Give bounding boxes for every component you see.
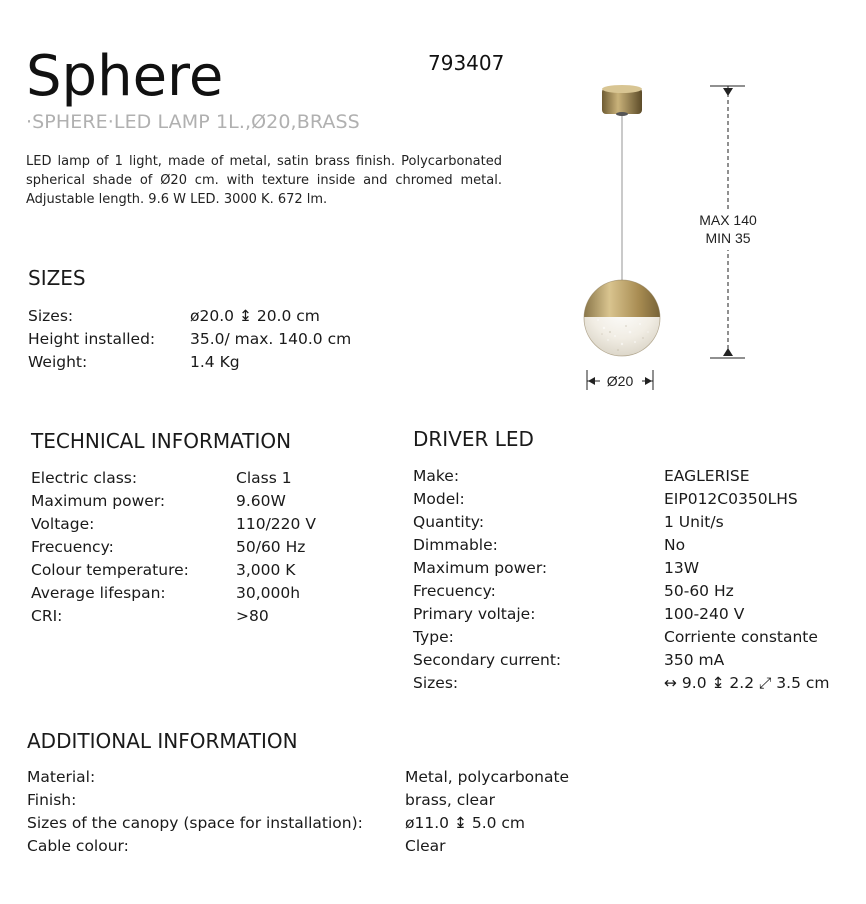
technical-heading: TECHNICAL INFORMATION xyxy=(31,429,292,453)
canopy-shape xyxy=(602,85,642,116)
diameter-label: Ø20 xyxy=(606,373,634,389)
row-value: ø20.0 ↨ 20.0 cm xyxy=(190,307,320,325)
row-label: Primary voltaje: xyxy=(413,605,536,623)
driver-heading: DRIVER LED xyxy=(413,427,534,451)
row-label: Cable colour: xyxy=(27,837,129,855)
row-label: Maximum power: xyxy=(31,492,166,510)
row-value: 13W xyxy=(664,559,700,577)
row-value: 50-60 Hz xyxy=(664,582,734,600)
row-value: 30,000h xyxy=(236,584,301,602)
row-label: Sizes of the canopy (space for installation): xyxy=(27,814,363,832)
row-label: Quantity: xyxy=(413,513,485,531)
row-label: Material: xyxy=(27,768,96,786)
row-label: Electric class: xyxy=(31,469,138,487)
additional-heading: ADDITIONAL INFORMATION xyxy=(27,729,298,753)
row-value: ø11.0 ↨ 5.0 cm xyxy=(405,814,526,832)
product-reference: 793407 xyxy=(428,51,505,75)
row-label: Secondary current: xyxy=(413,651,562,669)
row-label: Frecuency: xyxy=(413,582,496,600)
row-label: Frecuency: xyxy=(31,538,114,556)
row-label: Model: xyxy=(413,490,465,508)
row-value: ↔ 9.0 ↨ 2.2 ⤢ 3.5 cm xyxy=(664,674,830,692)
row-value: >80 xyxy=(236,607,269,625)
row-label: Dimmable: xyxy=(413,536,498,554)
driver-table xyxy=(413,465,853,700)
row-label: Finish: xyxy=(27,791,77,809)
row-value: Clear xyxy=(405,837,446,855)
product-drawing xyxy=(560,70,780,400)
height-max-label: MAX 140 xyxy=(699,212,757,228)
row-value: EIP012C0350LHS xyxy=(664,490,798,508)
row-value: Class 1 xyxy=(236,469,292,487)
row-value: Corriente constante xyxy=(664,628,818,646)
row-value: EAGLERISE xyxy=(664,467,750,485)
row-value: 9.60W xyxy=(236,492,286,510)
row-value: Metal, polycarbonate xyxy=(405,768,570,786)
row-label: Maximum power: xyxy=(413,559,548,577)
row-label: Average lifespan: xyxy=(31,584,166,602)
row-value: 1 Unit/s xyxy=(664,513,724,531)
row-label: Sizes: xyxy=(413,674,459,692)
row-label: CRI: xyxy=(31,607,63,625)
technical-table xyxy=(31,467,381,632)
row-value: 50/60 Hz xyxy=(236,538,306,556)
product-description: LED lamp of 1 light, made of metal, satin brass finish. Polycarbonated spherical shade of Ø20 cm. with texture inside and chromed metal. Adjustable length. 9.6 W LED. 3000 K. 672 lm. xyxy=(26,154,502,207)
product-subtitle: ·SPHERE·LED LAMP 1L.,Ø20,BRASS xyxy=(26,111,360,133)
row-value: brass, clear xyxy=(405,791,495,809)
row-label: Weight: xyxy=(28,353,88,371)
row-value: 350 mA xyxy=(664,651,725,669)
row-value: 35.0/ max. 140.0 cm xyxy=(190,330,352,348)
additional-table xyxy=(27,766,627,861)
row-value: 100-240 V xyxy=(664,605,745,623)
sizes-heading: SIZES xyxy=(28,266,86,290)
row-label: Make: xyxy=(413,467,460,485)
sizes-table xyxy=(28,305,428,377)
row-label: Height installed: xyxy=(28,330,156,348)
row-label: Sizes: xyxy=(28,307,74,325)
row-label: Voltage: xyxy=(31,515,95,533)
sphere-shade xyxy=(580,275,664,356)
row-value: No xyxy=(664,536,686,554)
row-value: 110/220 V xyxy=(236,515,316,533)
row-value: 1.4 Kg xyxy=(190,353,240,371)
row-label: Type: xyxy=(413,628,454,646)
row-value: 3,000 K xyxy=(236,561,296,579)
product-title: Sphere xyxy=(26,44,224,109)
height-min-label: MIN 35 xyxy=(705,230,751,246)
row-label: Colour temperature: xyxy=(31,561,189,579)
